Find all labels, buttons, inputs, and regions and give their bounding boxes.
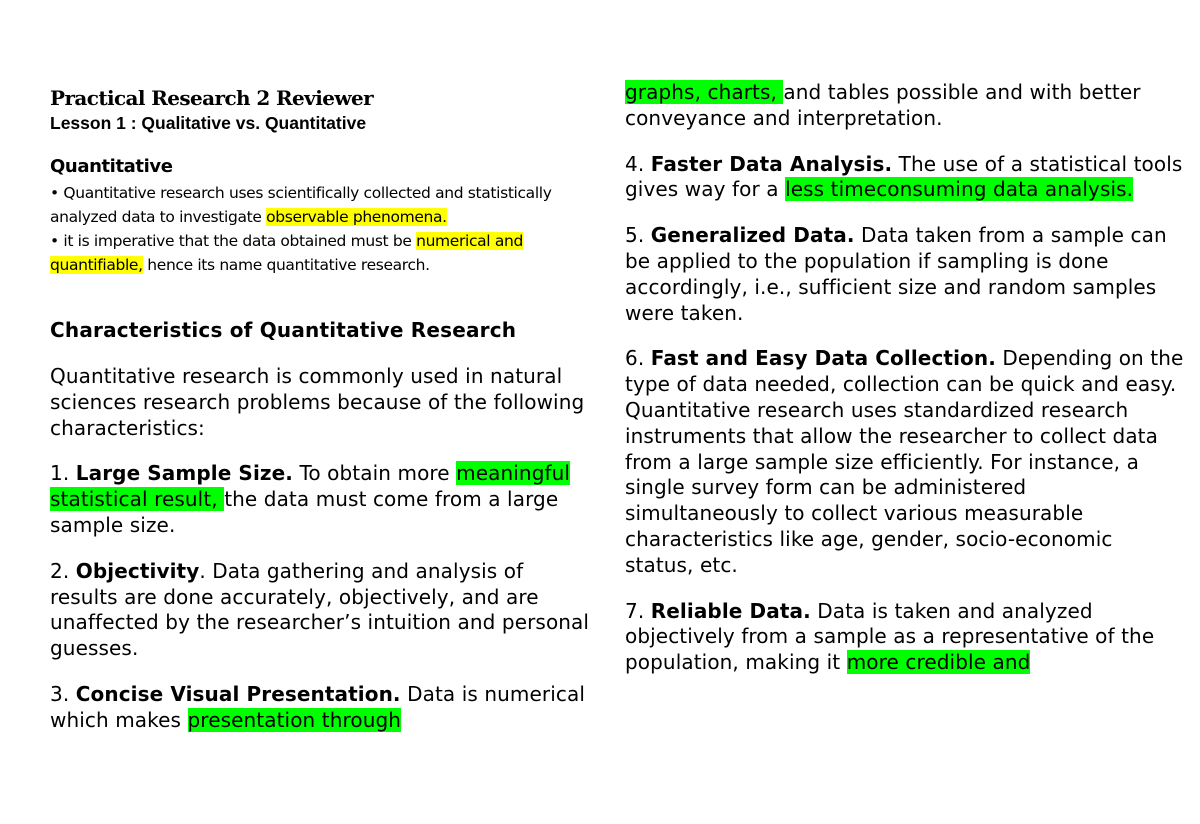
bullet-item [50, 181, 590, 229]
list-item [625, 152, 1185, 204]
highlight-yellow: observable phenomena. [266, 208, 447, 226]
item-title: Concise Visual Presentation. [75, 681, 401, 706]
item-number: 5. [625, 223, 651, 248]
bullet-item [50, 229, 590, 277]
item-text: Data is numerical which makes [50, 681, 585, 732]
item-title: Objectivity [75, 558, 200, 583]
list-item [625, 223, 1185, 326]
list-item-continuation [625, 80, 1185, 132]
item-text: To obtain more [293, 461, 457, 486]
document-title: Practical Research 2 Reviewer [50, 86, 374, 110]
intro-paragraph: Quantitative research is commonly used in natural sciences research problems because of the following characteristics: [50, 364, 585, 440]
right-body [625, 80, 1185, 696]
quantitative-bullets [50, 181, 590, 277]
bullet-text: • Quantitative research uses scientifically collected and statistically analyzed data to investigate [50, 184, 552, 226]
item-text: Data taken from a sample can be applied to the population if sampling is done accordingly, i.e., sufficient size and random samples were taken. [625, 223, 1167, 325]
left-body [50, 364, 590, 754]
item-number: 3. [50, 681, 76, 706]
bullet-text: • it is imperative that the data obtained must be [50, 232, 417, 250]
item-number: 4. [625, 151, 651, 176]
highlight-yellow: numerical and quantifiable, [50, 232, 523, 274]
item-text: Depending on the type of data needed, collection can be quick and easy. Quantitative research uses standardized research instruments that allow the researcher to collect data from a large sample size efficiently. For instance, a single survey form can be administered simultaneously to collect various measurable characteristics like age, gender, socio-economic status, etc. [625, 346, 1184, 577]
list-item [50, 559, 590, 662]
list-item [625, 599, 1185, 676]
item-title: Large Sample Size. [75, 461, 293, 486]
item-text: the data must come from a large sample size. [50, 487, 559, 537]
list-item [50, 461, 590, 538]
highlight-green: more credible and [846, 650, 1031, 675]
item-number: 1. [50, 461, 76, 486]
item-number: 7. [625, 598, 651, 623]
highlight-green: meaningful statistical result, [50, 461, 571, 512]
item-text: Data is taken and analyzed objectively from a sample as a representative of the population, making it [625, 598, 1155, 675]
lesson-subtitle: Lesson 1 : Qualitative vs. Quantitative [50, 113, 367, 133]
item-title: Reliable Data. [650, 598, 811, 623]
list-item [50, 682, 590, 734]
item-title: Fast and Easy Data Collection. [650, 346, 996, 371]
item-text: . Data gathering and analysis of results are done accurately, objectively, and are unaffected by the researcher’s intuition and personal guesses. [50, 558, 590, 661]
quantitative-heading: Quantitative [50, 156, 173, 177]
item-title: Faster Data Analysis. [650, 151, 893, 176]
highlight-green: graphs, charts, [625, 80, 784, 104]
item-title: Generalized Data. [650, 223, 855, 248]
highlight-green: less timeconsuming data analysis. [785, 177, 1134, 202]
item-number: 2. [50, 558, 76, 583]
bullet-text: hence its name quantitative research. [142, 256, 430, 274]
highlight-green: presentation through [187, 707, 402, 732]
characteristics-heading: Characteristics of Quantitative Research [50, 318, 517, 342]
item-text: The use of a statistical tools gives way for a [625, 151, 1183, 202]
item-number: 6. [625, 346, 651, 371]
list-item [625, 346, 1185, 578]
item-text: and tables possible and with better conveyance and interpretation. [625, 80, 1141, 130]
